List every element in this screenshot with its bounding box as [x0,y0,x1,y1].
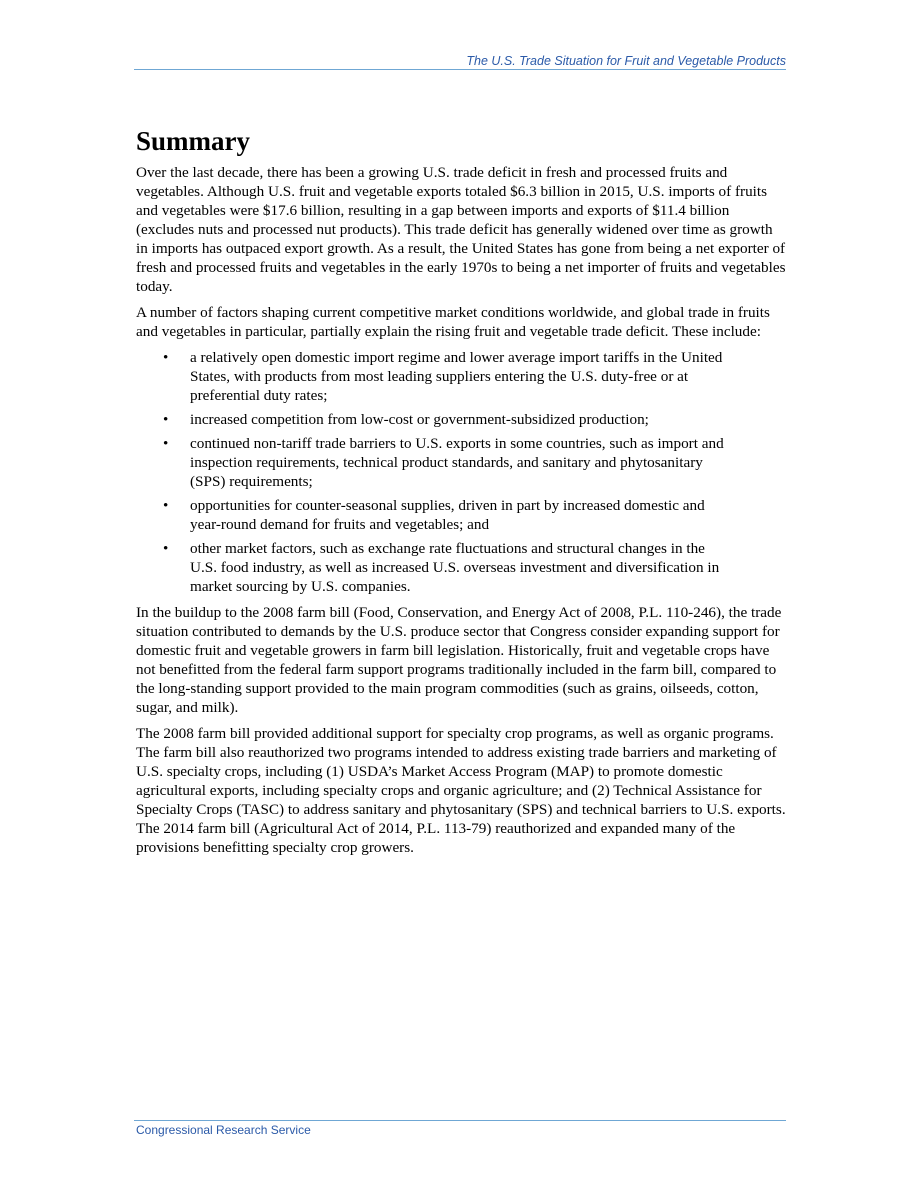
bullet-icon: • [163,435,169,452]
list-item-text: a relatively open domestic import regime and lower average import tariffs in the United States, with products from most leading suppliers entering the U.S. duty-free or at preferential duty rates; [190,349,723,404]
summary-section [136,124,786,864]
list-item-text: continued non-tariff trade barriers to U.S. exports in some countries, such as import and inspection requirements, technical product standards, and sanitary and phytosanitary (SPS) requirements; [190,435,724,490]
list-item [136,496,730,534]
factors-list [136,348,786,596]
list-item [136,348,730,405]
footer-divider [134,1120,786,1121]
list-item-text: opportunities for counter-seasonal supplies, driven in part by increased domestic and year-round demand for fruits and vegetables; and [190,497,705,533]
list-item [136,539,730,596]
bullet-icon: • [163,540,169,557]
running-header-title: The U.S. Trade Situation for Fruit and Vegetable Products [466,54,786,68]
bullet-icon: • [163,411,169,428]
header-divider [134,69,786,70]
summary-paragraph-1: Over the last decade, there has been a growing U.S. trade deficit in fresh and processed fruits and vegetables. Although U.S. fruit and vegetable exports totaled $6.3 billion in 2015, U.S. imports of fruits and vegetables were $17.6 billion, resulting in a gap between imports and exports of $11.4 billion (excludes nuts and processed nut products). This trade deficit has generally widened over time as growth in imports has outpaced export growth. As a result, the United States has gone from being a net exporter of fresh and processed fruits and vegetables in the early 1970s to being a net importer of fruits and vegetables today. [136,164,786,295]
summary-paragraph-4: The 2008 farm bill provided additional support for specialty crop programs, as well as organic programs. The farm bill also reauthorized two programs intended to address existing trade barriers and marketing of U.S. specialty crops, including (1) USDA’s Market Access Program (MAP) to promote domestic agricultural exports, including specialty crops and organic agriculture; and (2) Technical Assistance for Specialty Crops (TASC) to address sanitary and phytosanitary (SPS) and technical barriers to U.S. exports. The 2014 farm bill (Agricultural Act of 2014, P.L. 113-79) reauthorized and expanded many of the provisions benefitting specialty crop growers. [136,725,786,856]
list-item [136,434,730,491]
bullet-icon: • [163,349,169,366]
footer-source: Congressional Research Service [136,1123,311,1137]
bullet-icon: • [163,497,169,514]
section-heading: Summary [136,126,250,156]
list-item-text: increased competition from low-cost or government-subsidized production; [190,411,649,428]
summary-paragraph-3: In the buildup to the 2008 farm bill (Food, Conservation, and Energy Act of 2008, P.L. 110-246), the trade situation contributed to demands by the U.S. produce sector that Congress consider expanding support for domestic fruit and vegetable growers in farm bill legislation. Historically, fruit and vegetable crops have not benefitted from the federal farm support programs traditionally included in the farm bill, compared to the long-standing support provided to the main program commodities (such as grains, oilseeds, cotton, sugar, and milk). [136,604,782,716]
summary-paragraph-2: A number of factors shaping current competitive market conditions worldwide, and global trade in fruits and vegetables in particular, partially explain the rising fruit and vegetable trade deficit. These include: [136,304,770,340]
list-item-text: other market factors, such as exchange rate fluctuations and structural changes in the U.S. food industry, as well as increased U.S. overseas investment and diversification in market sourcing by U.S. companies. [190,540,720,595]
list-item [136,410,730,429]
